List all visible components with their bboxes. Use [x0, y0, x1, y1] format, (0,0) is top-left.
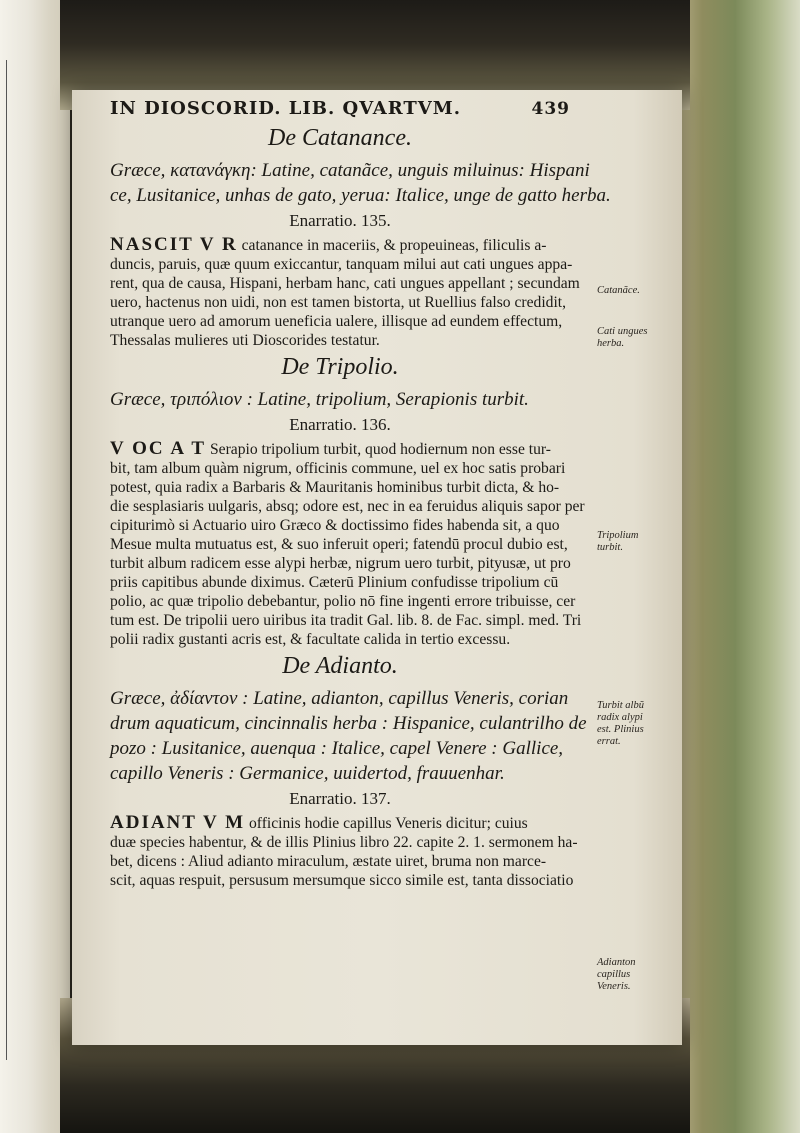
margin-note: Cati ungues herba. [597, 326, 648, 349]
body-paragraph [110, 438, 585, 649]
lead-word: NASCIT V R [110, 234, 238, 255]
page-content [110, 98, 611, 890]
body-line: rent, qua de causa, Hispani, herbam hanc, cati ungues appellant ; secundam [110, 275, 580, 292]
synonyms [110, 158, 611, 208]
margin-note: Catanãce. [597, 285, 640, 296]
enarratio-heading: Enarratio. 136. [289, 415, 391, 434]
section-tripolium [110, 354, 585, 649]
lead-word: ADIANT V M [110, 812, 246, 833]
body-line: turbit album radicem esse alypi herbæ, nigrum uero turbit, pityusæ, ut pro [110, 555, 571, 572]
synonym-line: Græce, τριπόλιον : Latine, tripolium, Serapionis turbit. [110, 389, 529, 410]
lead-word: V OC A T [110, 438, 207, 459]
body-line: Mesue multa mutuatus est, & suo inferuit operi; fatendū procul dubio est, [110, 536, 568, 553]
synonyms [110, 387, 570, 412]
running-head [110, 98, 570, 119]
body-line: polii radix gustanti acris est, & facultate calida in tertio excessu. [110, 631, 511, 648]
body-line: officinis hodie capillus Veneris dicitur; cuius [248, 815, 528, 832]
body-line: polio, ac quæ tripolio debebantur, polio nō fine ingenti errore tribuisse, cer [110, 593, 576, 610]
synonym-line: capillo Veneris : Germanice, uuidertod, frauuenhar. [110, 763, 505, 784]
synonyms [110, 686, 587, 786]
synonym-line: pozo : Lusitanice, auenqua : Italice, capel Venere : Gallice, [110, 738, 564, 759]
body-line: potest, quia radix a Barbaris & Mauritanis hominibus turbit dicta, & ho- [110, 479, 560, 496]
page-number: 439 [531, 99, 570, 119]
body-paragraph [110, 812, 578, 890]
enarratio-heading: Enarratio. 135. [289, 211, 391, 230]
margin-note: Adianton capillus Veneris. [597, 957, 636, 992]
section-title: De Tripolio. [281, 354, 399, 380]
body-line: scit, aquas respuit, persusum mersumque sicco simile est, tanta dissociatio [110, 872, 574, 889]
running-head-title: IN DIOSCORID. LIB. QVARTVM. [110, 98, 461, 119]
section-catanance [110, 125, 611, 350]
scanner-right-edge [670, 0, 800, 1133]
margin-note: Turbit albũ radix alypi est. Plinius errat. [597, 700, 644, 747]
body-line: duncis, paruis, quæ quum exiccantur, tanquam milui aut cati ungues appa- [110, 256, 573, 273]
body-paragraph [110, 234, 580, 350]
body-line: catanance in maceriis, & propeuineas, filiculis a- [241, 237, 547, 254]
enarratio-heading: Enarratio. 137. [289, 789, 391, 808]
body-line: bet, dicens : Aliud adianto miraculum, æstate uiret, bruma non marce- [110, 853, 547, 870]
synonym-line: Græce, κατανάγκη: Latine, catanãce, unguis miluinus: Hispani [110, 160, 590, 181]
body-line: bit, tam album quàm nigrum, officinis commune, uel ex hoc satis probari [110, 460, 566, 477]
body-line: tum est. De tripolii uero uiribus ita tradit Gal. lib. 8. de Fac. simpl. med. Tri [110, 612, 582, 629]
section-title: De Adianto. [282, 653, 398, 679]
body-line: Thessalas mulieres uti Dioscorides testatur. [110, 332, 380, 349]
synonym-line: ce, Lusitanice, unhas de gato, yerua: Italice, unge de gatto herba. [110, 185, 611, 206]
body-line: priis capitibus abunde diximus. Cæterū Plinium confudisse tripolium cū [110, 574, 559, 591]
body-line: utranque uero ad amorum ueneficia ualere, illisque ad eundem effectum, [110, 313, 563, 330]
margin-rule [6, 60, 7, 1060]
body-line: uero, hactenus non uidi, non est tamen bistorta, ut Ruellius falso credidit, [110, 294, 567, 311]
synonym-line: drum aquaticum, cincinnalis herba : Hispanice, culantrilho de [110, 713, 587, 734]
body-line: Serapio tripolium turbit, quod hodiernum non esse tur- [210, 441, 551, 458]
section-adiantum [110, 653, 587, 890]
margin-note: Tripolium turbit. [597, 530, 639, 553]
scanner-left-edge [0, 0, 70, 1133]
body-line: die sesplasiaris uulgaris, absq; odore est, nec in ea feruidus aliquis sapor per [110, 498, 585, 515]
section-title: De Catanance. [268, 125, 412, 151]
body-line: cipiturimò si Actuario uiro Græco & doctissimo fides habenda sit, a quo [110, 517, 560, 534]
body-line: duæ species habentur, & de illis Plinius libro 22. capite 2. 1. sermonem ha- [110, 834, 578, 851]
synonym-line: Græce, ἀδίαντον : Latine, adianton, capillus Veneris, corian [110, 688, 569, 709]
